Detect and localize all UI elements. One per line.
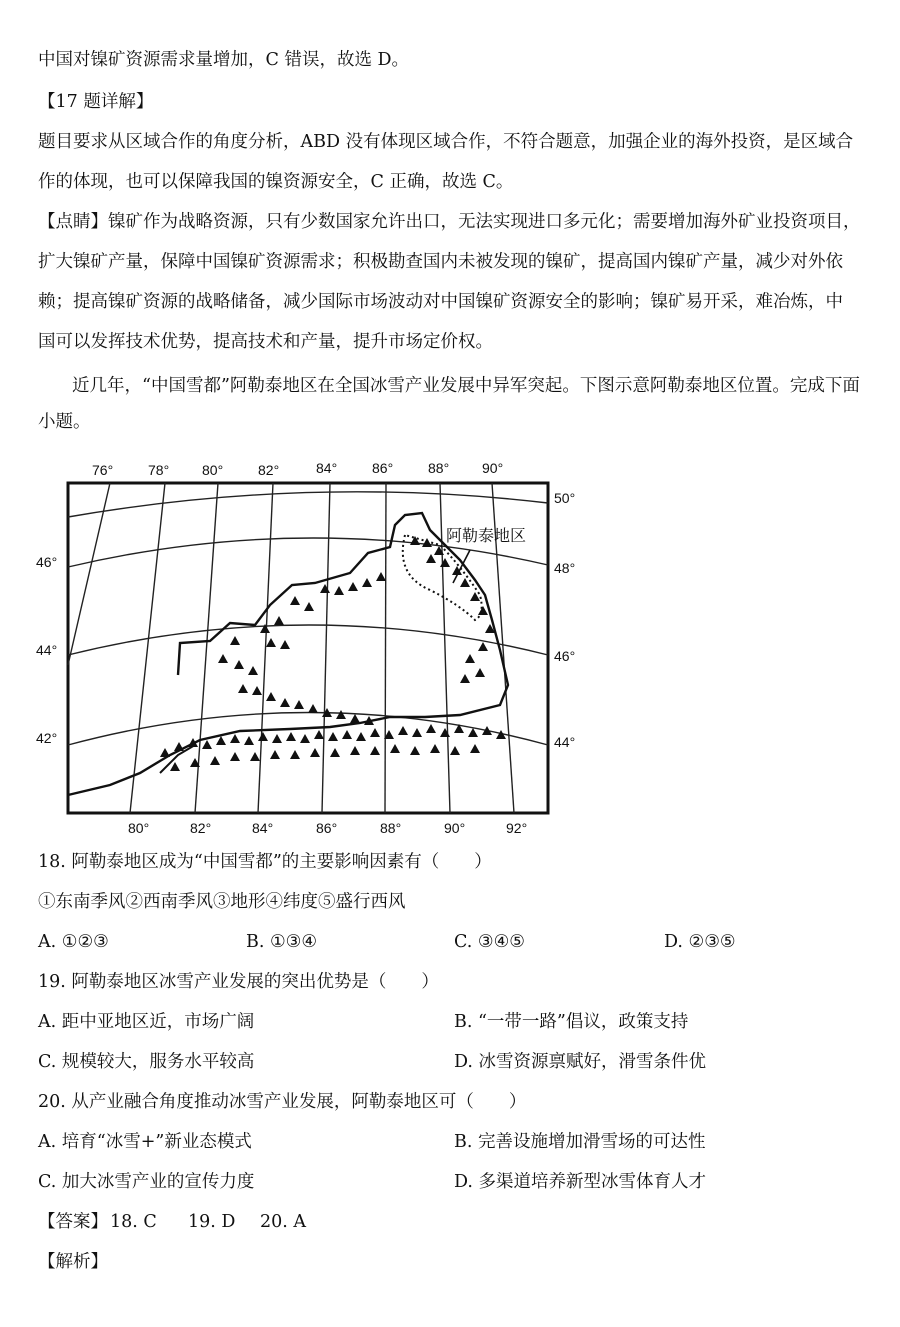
- paragraph-line: 国可以发挥技术优势，提高技术和产量，提升市场定价权。: [38, 332, 493, 352]
- choice-b[interactable]: B. “一带一路”倡议，政策支持: [454, 1012, 689, 1032]
- lon-label-top: 76°: [92, 462, 114, 478]
- lon-label-top: 88°: [428, 460, 450, 476]
- question-stem: 18. 阿勒泰地区成为“中国雪都”的主要影响因素有（ ）: [38, 852, 492, 872]
- choice-a[interactable]: A. ①②③: [38, 932, 109, 952]
- paragraph-line: 中国对镍矿资源需求量增加，C 错误，故选 D。: [38, 50, 410, 70]
- lat-label-right: 50°: [554, 490, 576, 506]
- q19-choices-row2: [38, 1048, 858, 1076]
- lat-label-left: 46°: [36, 554, 58, 570]
- paragraph-line: 赖；提高镍矿资源的战略储备，减少国际市场波动对中国镍矿资源安全的影响；镍矿易开采，难冶炼，中: [38, 292, 843, 312]
- lon-label-top: 80°: [202, 462, 224, 478]
- choice-a[interactable]: A. 距中亚地区近，市场广阔: [38, 1012, 255, 1032]
- lon-label-top: 84°: [316, 460, 338, 476]
- paragraph-line: 近几年，“中国雪都”阿勒泰地区在全国冰雪产业发展中异军突起。下图示意阿勒泰地区位置。完成下面: [72, 376, 860, 396]
- q19-choices-row1: [38, 1008, 858, 1036]
- paragraph-line: 【点睛】镍矿作为战略资源，只有少数国家允许出口，无法实现进口多元化；需要增加海外矿业投资项目，: [38, 212, 861, 232]
- choice-c[interactable]: C. ③④⑤: [454, 932, 525, 952]
- paragraph-line: 题目要求从区域合作的角度分析，ABD 没有体现区域合作，不符合题意，加强企业的海外投资，是区域合: [38, 132, 854, 152]
- choice-c[interactable]: C. 加大冰雪产业的宣传力度: [38, 1172, 255, 1192]
- lon-label-bottom: 84°: [252, 820, 274, 836]
- lon-label-bottom: 88°: [380, 820, 402, 836]
- lon-label-top: 82°: [258, 462, 280, 478]
- q20-choices-row1: [38, 1128, 858, 1156]
- lat-label-right: 48°: [554, 560, 576, 576]
- lon-label-bottom: 80°: [128, 820, 150, 836]
- lon-label-top: 86°: [372, 460, 394, 476]
- lat-label-right: 44°: [554, 734, 576, 750]
- choice-d[interactable]: D. 多渠道培养新型冰雪体育人才: [454, 1172, 707, 1192]
- question-factors: ①东南季风②西南季风③地形④纬度⑤盛行西风: [38, 892, 406, 912]
- answer-label: 【答案】: [38, 1212, 108, 1232]
- question-stem: 19. 阿勒泰地区冰雪产业发展的突出优势是（ ）: [38, 972, 439, 992]
- paragraph-line: 小题。: [38, 412, 91, 432]
- lon-label-bottom: 92°: [506, 820, 528, 836]
- answer-19: 19. D: [188, 1212, 236, 1232]
- lon-label-top: 78°: [148, 462, 170, 478]
- question-stem: 20. 从产业融合角度推动冰雪产业发展，阿勒泰地区可（ ）: [38, 1092, 527, 1112]
- section-heading: 【17 题详解】: [38, 92, 154, 112]
- choice-b[interactable]: B. 完善设施增加滑雪场的可达性: [454, 1132, 706, 1152]
- lon-label-bottom: 90°: [444, 820, 466, 836]
- region-label: 阿勒泰地区: [446, 526, 527, 545]
- altay-location-map: [30, 455, 590, 840]
- answer-row: [38, 1208, 858, 1236]
- q18-choices: [38, 928, 858, 956]
- choice-c[interactable]: C. 规模较大，服务水平较高: [38, 1052, 255, 1072]
- choice-d[interactable]: D. 冰雪资源禀赋好，滑雪条件优: [454, 1052, 707, 1072]
- q20-choices-row2: [38, 1168, 858, 1196]
- lon-label-bottom: 86°: [316, 820, 338, 836]
- analysis-heading: 【解析】: [38, 1252, 108, 1272]
- lat-label-left: 42°: [36, 730, 58, 746]
- paragraph-line: 扩大镍矿产量，保障中国镍矿资源需求；积极勘查国内未被发现的镍矿，提高国内镍矿产量，减少对外依: [38, 252, 843, 272]
- lon-label-top: 90°: [482, 460, 504, 476]
- lon-label-bottom: 82°: [190, 820, 212, 836]
- answer-18: 18. C: [110, 1212, 157, 1232]
- map-svg: [30, 455, 590, 840]
- choice-b[interactable]: B. ①③④: [246, 932, 318, 952]
- answer-20: 20. A: [260, 1212, 307, 1232]
- choice-a[interactable]: A. 培育“冰雪+”新业态模式: [38, 1132, 252, 1152]
- lat-label-right: 46°: [554, 648, 576, 664]
- lat-label-left: 44°: [36, 642, 58, 658]
- paragraph-line: 作的体现，也可以保障我国的镍资源安全，C 正确，故选 C。: [38, 172, 514, 192]
- choice-d[interactable]: D. ②③⑤: [664, 932, 736, 952]
